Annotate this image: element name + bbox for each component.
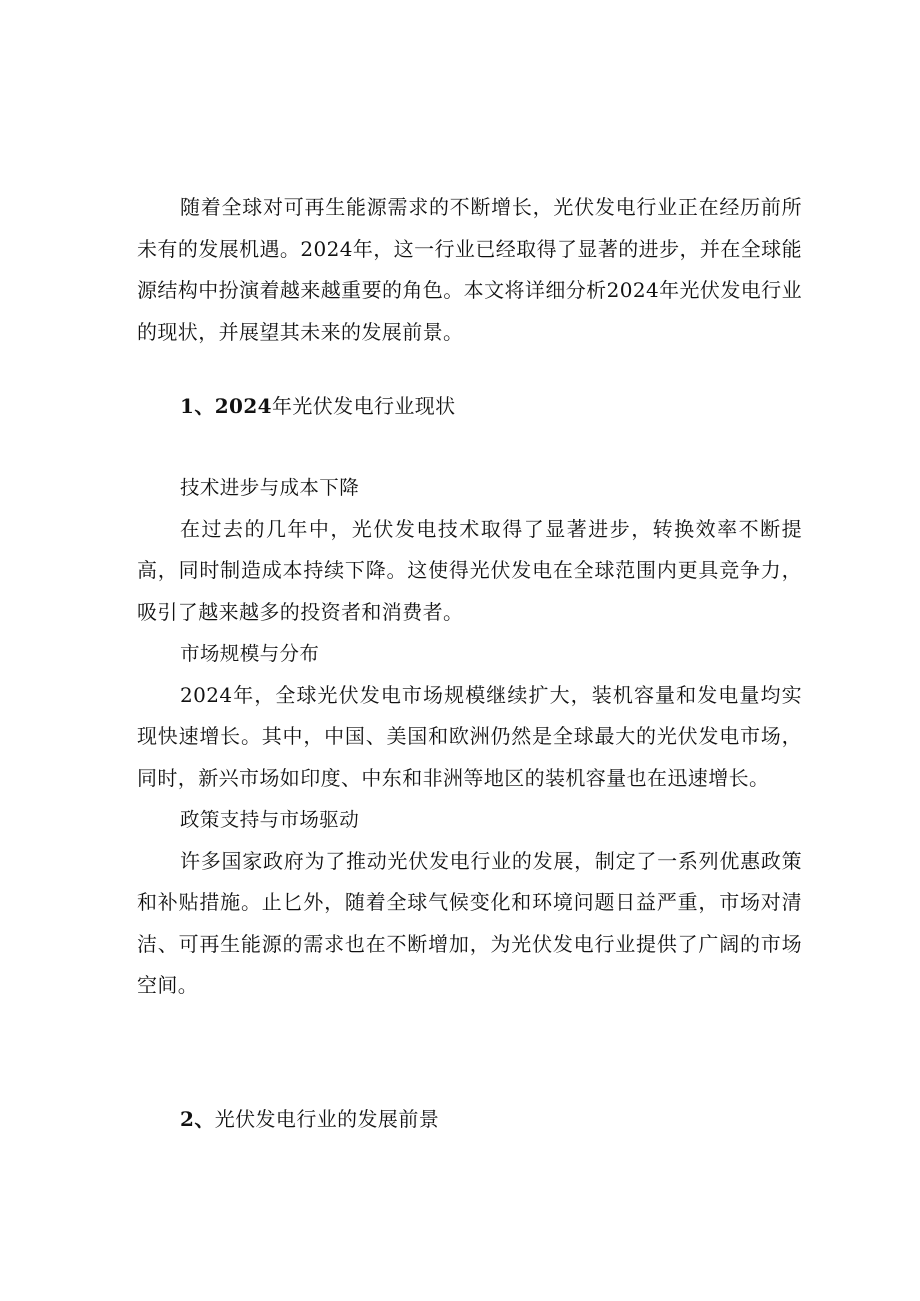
policy-heading: 政策支持与市场驱动: [180, 808, 360, 831]
intro-paragraph: 随着全球对可再生能源需求的不断增长，光伏发电行业正在经历前所未有的发展机遇。2024年，这一行业已经取得了显著的进步，并在全球能源结构中扮演着越来越重要的角色。本文将详细分析2024年光伏发电行业的现状，并展望其未来的发展前景。: [137, 195, 802, 344]
section-2-title: 光伏发电行业的发展前景: [214, 1107, 440, 1131]
market-heading: 市场规模与分布: [180, 642, 320, 665]
policy-paragraph: 许多国家政府为了推动光伏发电行业的发展，制定了一系列优惠政策和补贴措施。止匕外，随着全球气候变化和环境问题日益严重，市场对清洁、可再生能源的需求也在不断增加，为光伏发电行业提供了广阔的市场空间。: [137, 848, 802, 997]
section-2-heading: [180, 1104, 439, 1134]
section-1-number: 1、2024: [180, 394, 272, 418]
tech-heading: 技术进步与成本下降: [180, 476, 360, 499]
section-1-body: [137, 467, 802, 1007]
tech-paragraph: 在过去的几年中，光伏发电技术取得了显著进步，转换效率不断提高，同时制造成本持续下降。这使得光伏发电在全球范围内更具竞争力，吸引了越来越多的投资者和消费者。: [137, 516, 802, 624]
market-paragraph: 2024年，全球光伏发电市场规模继续扩大，装机容量和发电量均实现快速增长。其中，中国、美国和欧洲仍然是全球最大的光伏发电市场，同时，新兴市场如印度、中东和非洲等地区的装机容量也在迅速增长。: [137, 682, 802, 790]
section-1-title: 年光伏发电行业现状: [271, 394, 456, 418]
section-2-number: 2、: [180, 1107, 215, 1131]
intro-block: [137, 187, 802, 353]
section-1-heading: [180, 391, 456, 421]
